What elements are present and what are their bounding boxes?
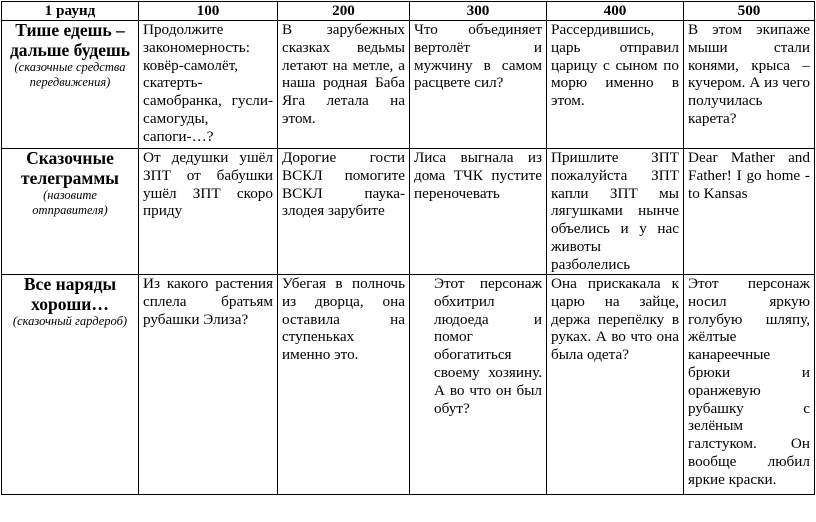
category-title: Сказочные телеграммы <box>21 148 119 188</box>
points-header-200: 200 <box>278 2 410 21</box>
question-cell: Убегая в полночь из дворца, она оставила на ступеньках именно это. <box>278 275 410 495</box>
question-cell: Она прискакала к царю на зайце, держа перепёлку в руках. А во что она была одета? <box>547 275 684 495</box>
round-header: 1 раунд <box>2 2 139 21</box>
question-cell: Лиса выгнала из дома ТЧК пустите переночевать <box>410 149 547 275</box>
category-title: Все наряды хороши… <box>23 274 117 314</box>
category-note: (сказочные средства передвижения) <box>14 60 126 89</box>
question-cell: От дедушки ушёл ЗПТ от бабушки ушёл ЗПТ скоро приду <box>139 149 278 275</box>
points-header-300: 300 <box>410 2 547 21</box>
question-cell: Этот персонаж носил яркую голубую шляпу, жёлтые канареечные брюки и оранжевую рубашку с зелёным галстуком. Он вообще любил яркие краски. <box>684 275 815 495</box>
points-header-100: 100 <box>139 2 278 21</box>
category-cell <box>2 275 139 495</box>
category-cell <box>2 21 139 149</box>
points-header-400: 400 <box>547 2 684 21</box>
category-row-wardrobe <box>2 275 815 495</box>
category-title: Тише едешь – дальше будешь <box>9 20 131 60</box>
quiz-table <box>1 1 815 495</box>
header-row <box>2 2 815 21</box>
question-cell: Дорогие гости ВСКЛ помогите ВСКЛ паука-злодея зарубите <box>278 149 410 275</box>
question-cell: Dear Mather and Father! I go home - to Kansas <box>684 149 815 275</box>
question-cell: В этом экипаже мыши стали конями, крыса – кучером. А из чего получилась карета? <box>684 21 815 149</box>
question-cell: Этот персонаж обхитрил людоеда и помог обогатиться своему хозяину. А во что он был обут? <box>410 275 547 495</box>
question-cell: Что объединяет вертолёт и мужчину в самом расцвете сил? <box>410 21 547 149</box>
points-header-500: 500 <box>684 2 815 21</box>
category-note: (сказочный гардероб) <box>12 314 128 328</box>
question-cell: Рассердившись, царь отправил царицу с сыном по морю именно в этом. <box>547 21 684 149</box>
category-row-telegrams <box>2 149 815 275</box>
question-cell: Продолжите закономерность: ковёр-самолёт, скатерть-самобранка, гусли-самогуды, сапоги-…? <box>139 21 278 149</box>
category-cell <box>2 149 139 275</box>
category-row-transport <box>2 21 815 149</box>
question-cell: В зарубежных сказках ведьмы летают на метле, а наша родная Баба Яга летала на этом. <box>278 21 410 149</box>
question-cell: Из какого растения сплела братьям рубашки Элиза? <box>139 275 278 495</box>
question-cell: Пришлите ЗПТ пожалуйста ЗПТ капли ЗПТ мы лягушками нынче объелись и у нас животы разболелись <box>547 149 684 275</box>
category-note: (назовите отправителя) <box>32 188 108 217</box>
